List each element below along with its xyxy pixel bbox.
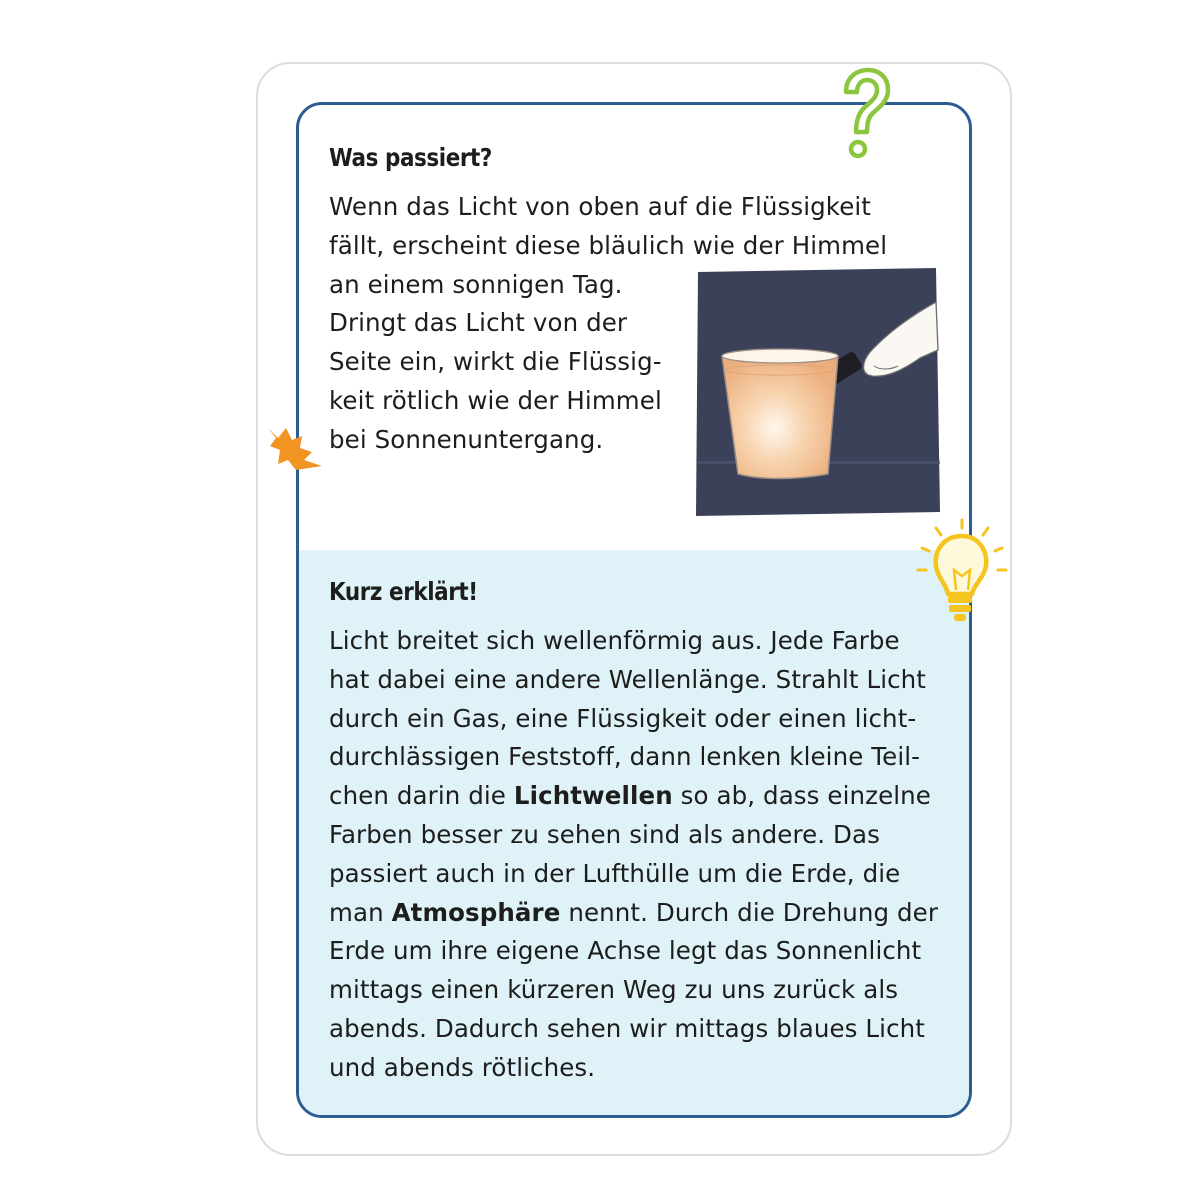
text-line: Farben besser zu sehen sind als andere. Das <box>329 819 880 849</box>
text-line: keit rötlich wie der Himmel <box>329 385 662 415</box>
arrow-icon <box>266 424 324 472</box>
text-line: an einem sonnigen Tag. <box>329 269 623 299</box>
light-bulb-icon <box>914 518 1010 628</box>
text-line: hat dabei eine andere Wellenlänge. Strahlt Licht <box>329 664 927 694</box>
text-segment: so ab, dass einzelne <box>672 781 931 811</box>
text-segment: chen darin die <box>329 781 514 811</box>
text-segment: nennt. Durch die Drehung der <box>560 897 938 927</box>
bold-term: Atmosphäre <box>391 897 561 927</box>
bold-term: Lichtwellen <box>513 781 673 811</box>
text-line: Licht breitet sich wellenförmig aus. Jede Farbe <box>329 626 900 655</box>
text-line: Erde um ihre eigene Achse legt das Sonnenlicht <box>329 936 922 966</box>
section-title-short-explanation: Kurz erklärt! <box>329 577 478 606</box>
text-line: Wenn das Licht von oben auf die Flüssigkeit <box>329 192 871 221</box>
text-line: bei Sonnenuntergang. <box>329 424 604 454</box>
text-line <box>329 894 938 933</box>
text-line: fällt, erscheint diese bläulich wie der Himmel <box>329 230 888 260</box>
text-line <box>329 777 938 816</box>
short-explanation-text <box>329 622 938 1088</box>
text-segment: man <box>329 897 392 927</box>
text-line: Seite ein, wirkt die Flüssig- <box>329 347 662 377</box>
text-line: abends. Dadurch sehen wir mittags blaues Licht <box>329 1013 925 1043</box>
text-line: durch ein Gas, eine Flüssigkeit oder einen licht- <box>329 703 917 733</box>
text-line: durchlässigen Feststoff, dann lenken kleine Teil- <box>329 742 921 772</box>
question-mark-icon <box>834 66 894 160</box>
section-title-what-happens: Was passiert? <box>329 143 492 172</box>
card-frame <box>296 102 972 1118</box>
text-line: mittags einen kürzeren Weg zu uns zurück als <box>329 975 899 1005</box>
text-line: und abends rötliches. <box>329 1052 596 1082</box>
text-line: Dringt das Licht von der <box>329 308 628 338</box>
glass-flashlight-illustration <box>692 266 942 518</box>
text-line: passiert auch in der Lufthülle um die Erde, die <box>329 858 901 888</box>
